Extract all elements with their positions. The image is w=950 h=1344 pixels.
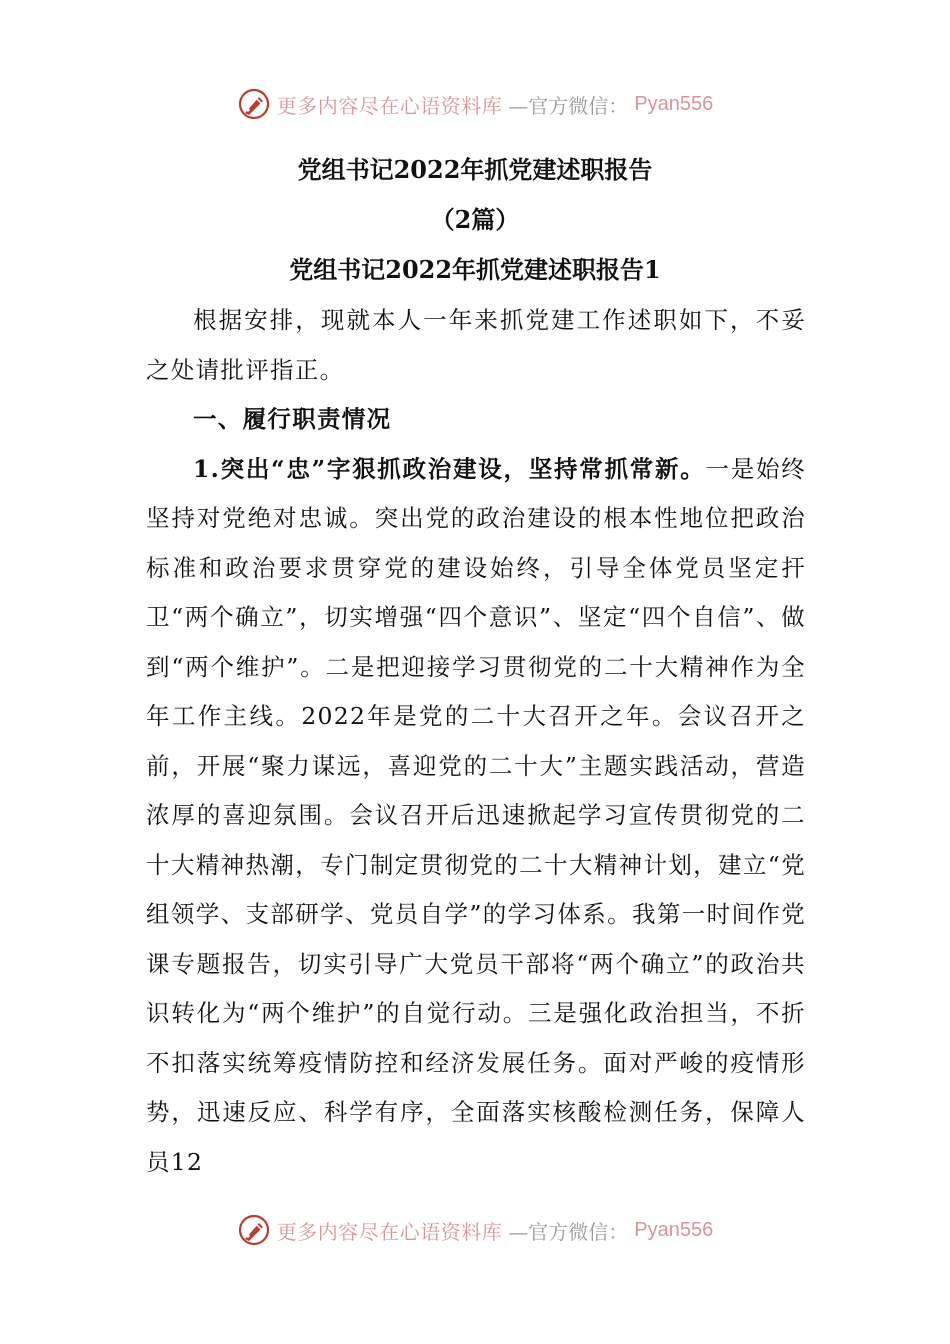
pen-nib-circle-icon (237, 87, 271, 121)
watermark-header (0, 84, 950, 124)
document-title: 党组书记2022年抓党建述职报告 (297, 155, 653, 184)
watermark-text: 更多内容尽在心语资料库 (276, 1219, 503, 1244)
intro-paragraph: 根据安排，现就本人一年来抓党建工作述职如下，不妥之处请批评指正。 (146, 306, 806, 384)
watermark-contact: —官方微信： (508, 93, 629, 118)
pen-nib-circle-icon (237, 1213, 271, 1247)
watermark-footer (0, 1210, 950, 1250)
watermark-id: Pyan556 (634, 92, 714, 115)
heading-duties: 一、履行职责情况 (193, 405, 392, 433)
section-title: 党组书记2022年抓党建述职报告1 (289, 255, 661, 284)
paragraph-1-body: 一是始终坚持对党绝对忠诚。突出党的政治建设的根本性地位把政治标准和政治要求贯穿党的建设始终，引导全体党员坚定扞卫“两个确立”，切实增强“四个意识”、坚定“四个自信”、做到“两个维护”。二是把迎接学习贯彻党的二十大精神作为全年工作主线。2022年是党的二十大召开之年。会议召开之前，开展“聚力谋远，喜迎党的二十大”主题实践活动，营造浓厚的喜迎氛围。会议召开后迅速掀起学习宣传贯彻党的二十大精神热潮，专门制定贯彻党的二十大精神计划，建立“党组领学、支部研学、党员自学”的学习体系。我第一时间作党课专题报告，切实引导广大党员干部将“两个确立”的政治共识转化为“两个维护”的自觉行动。三是强化政治担当，不折不扣落实统筹疫情防控和经济发展任务。面对严峻的疫情形势，迅速反应、科学有序，全面落实核酸检测任务，保障人员12 (146, 454, 806, 1176)
watermark-text: 更多内容尽在心语资料库 (276, 93, 503, 118)
document-subtitle: （2篇） (430, 205, 520, 234)
document-body (146, 296, 806, 1187)
paragraph-1-lead: 1.突出“忠”字狠抓政治建设，坚持常抓常新。 (193, 454, 706, 483)
watermark-id: Pyan556 (634, 1218, 714, 1241)
watermark-contact: —官方微信： (508, 1219, 629, 1244)
paragraph-1 (146, 445, 806, 1188)
